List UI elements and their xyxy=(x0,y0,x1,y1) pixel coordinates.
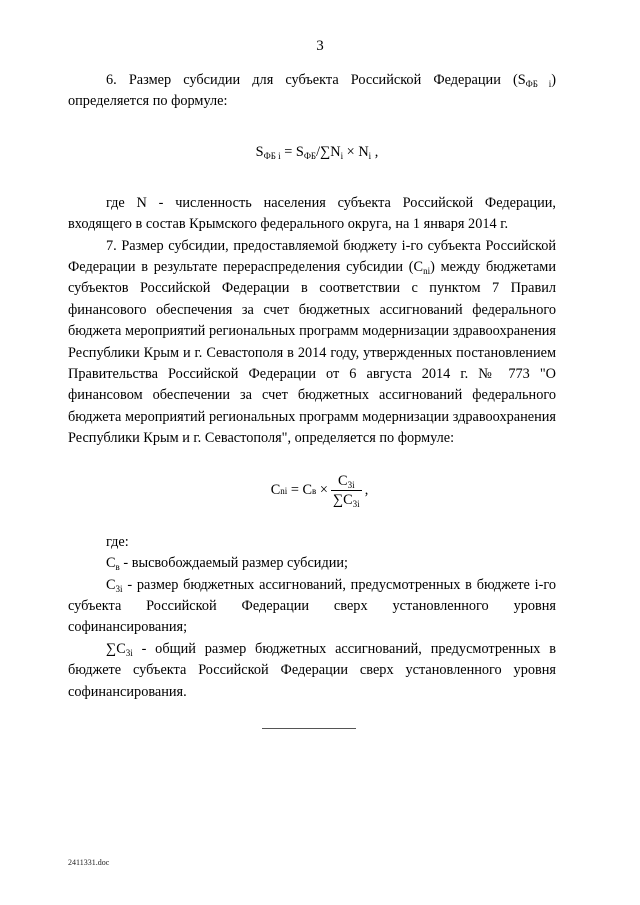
d1-text: - высвобождаемый размер субсидии; xyxy=(119,555,348,572)
end-separator-line xyxy=(262,728,356,729)
f1-div-sub: i xyxy=(340,151,344,162)
d2-sym: C xyxy=(106,576,116,593)
f1-eq: = S xyxy=(280,144,304,161)
page-number: 3 xyxy=(316,38,324,54)
f1-lhs-sub: ФБ i xyxy=(263,151,281,162)
f2-times: × xyxy=(316,481,328,498)
formula-redistribution: C ni = C в × $\frac{C_{3i}}{\sum C_{3i}}$ , xyxy=(270,473,369,510)
f1-tail: , xyxy=(371,144,379,161)
f2-den-sub: 3i xyxy=(352,499,360,510)
d1-sub: в xyxy=(115,562,120,573)
definition-sum-c3i xyxy=(68,639,556,703)
d3-text: - общий размер бюджетных ассигнований, предусмотренных в бюджете субъекта Российской Федерации сверх установленного уровня софинансирования. xyxy=(68,640,556,700)
d3-sub: 3i xyxy=(125,647,133,658)
paragraph-7 xyxy=(68,236,556,450)
f2-fraction xyxy=(331,472,362,509)
symbol-s-subscript: ФБ i xyxy=(525,79,552,89)
f2-denominator xyxy=(331,490,362,509)
f2-numerator xyxy=(336,472,357,490)
f1-times: × N xyxy=(343,144,369,161)
symbol-s: S xyxy=(517,72,526,88)
p6-text-end: определяется по формуле: xyxy=(68,93,228,110)
document-body xyxy=(68,70,556,703)
definition-cv xyxy=(68,553,556,574)
d3-sym: ∑C xyxy=(106,640,126,657)
where-label: где: xyxy=(106,533,129,550)
d2-text: - размер бюджетных ассигнований, предусмотренных в бюджете i-го субъекта Российской Федерации сверх установленного уровня софинансирования; xyxy=(68,576,556,636)
f1-times-sub: i xyxy=(368,151,372,162)
formula-subsidy xyxy=(68,113,556,193)
f1-rhs-sub: ФБ xyxy=(303,151,317,162)
paragraph-n-definition: где N - численность населения субъекта Российской Федерации, входящего в состав Крымского федерального округа, на 1 января 2014 г. xyxy=(68,194,556,233)
p7-text-rest: ) между бюджетами субъектов Российской Федерации в соответствии с пунктом 7 Правил финансового обеспечения за счет бюджетных ассигнований федерального бюджета мероприятий региональных программ модернизации здравоохранения Республики Крым и г. Севастополя в 2014 году, утвержденных постановлением Правительства Российской Федерации от 6 августа 2014 г. № 773 "О финансовом обеспечении за счет бюджетных ассигнований федерального бюджета мероприятий региональных программ модернизации здравоохранения Республики Крым и г. Севастополя", определяется по формуле: xyxy=(68,259,557,447)
paragraph-6 xyxy=(68,70,556,113)
p6-text: 6. Размер субсидии для субъекта Российской Федерации ( xyxy=(106,72,518,88)
f2-eq: = C xyxy=(287,481,313,498)
definition-c3i xyxy=(68,575,556,639)
d1-sym: C xyxy=(106,555,116,572)
f1-lhs: S xyxy=(255,144,264,161)
f2-num: C xyxy=(338,473,348,490)
f2-tail: , xyxy=(364,481,369,498)
f1-div: /∑N xyxy=(316,144,341,161)
p7-text: 7. Размер субсидии, предоставляемой бюджету i-го субъекта Российской Федерации в результате перераспределения субсидии (C xyxy=(68,237,556,276)
f2-den: ∑C xyxy=(332,492,353,509)
d2-sub: 3i xyxy=(115,583,123,594)
f2-num-sub: 3i xyxy=(347,480,355,491)
p7-sub: ni xyxy=(423,266,431,277)
f2-lhs: C xyxy=(270,481,281,498)
footer-filename: 2411331.doc xyxy=(68,858,110,867)
p6-close: ) xyxy=(551,72,556,88)
